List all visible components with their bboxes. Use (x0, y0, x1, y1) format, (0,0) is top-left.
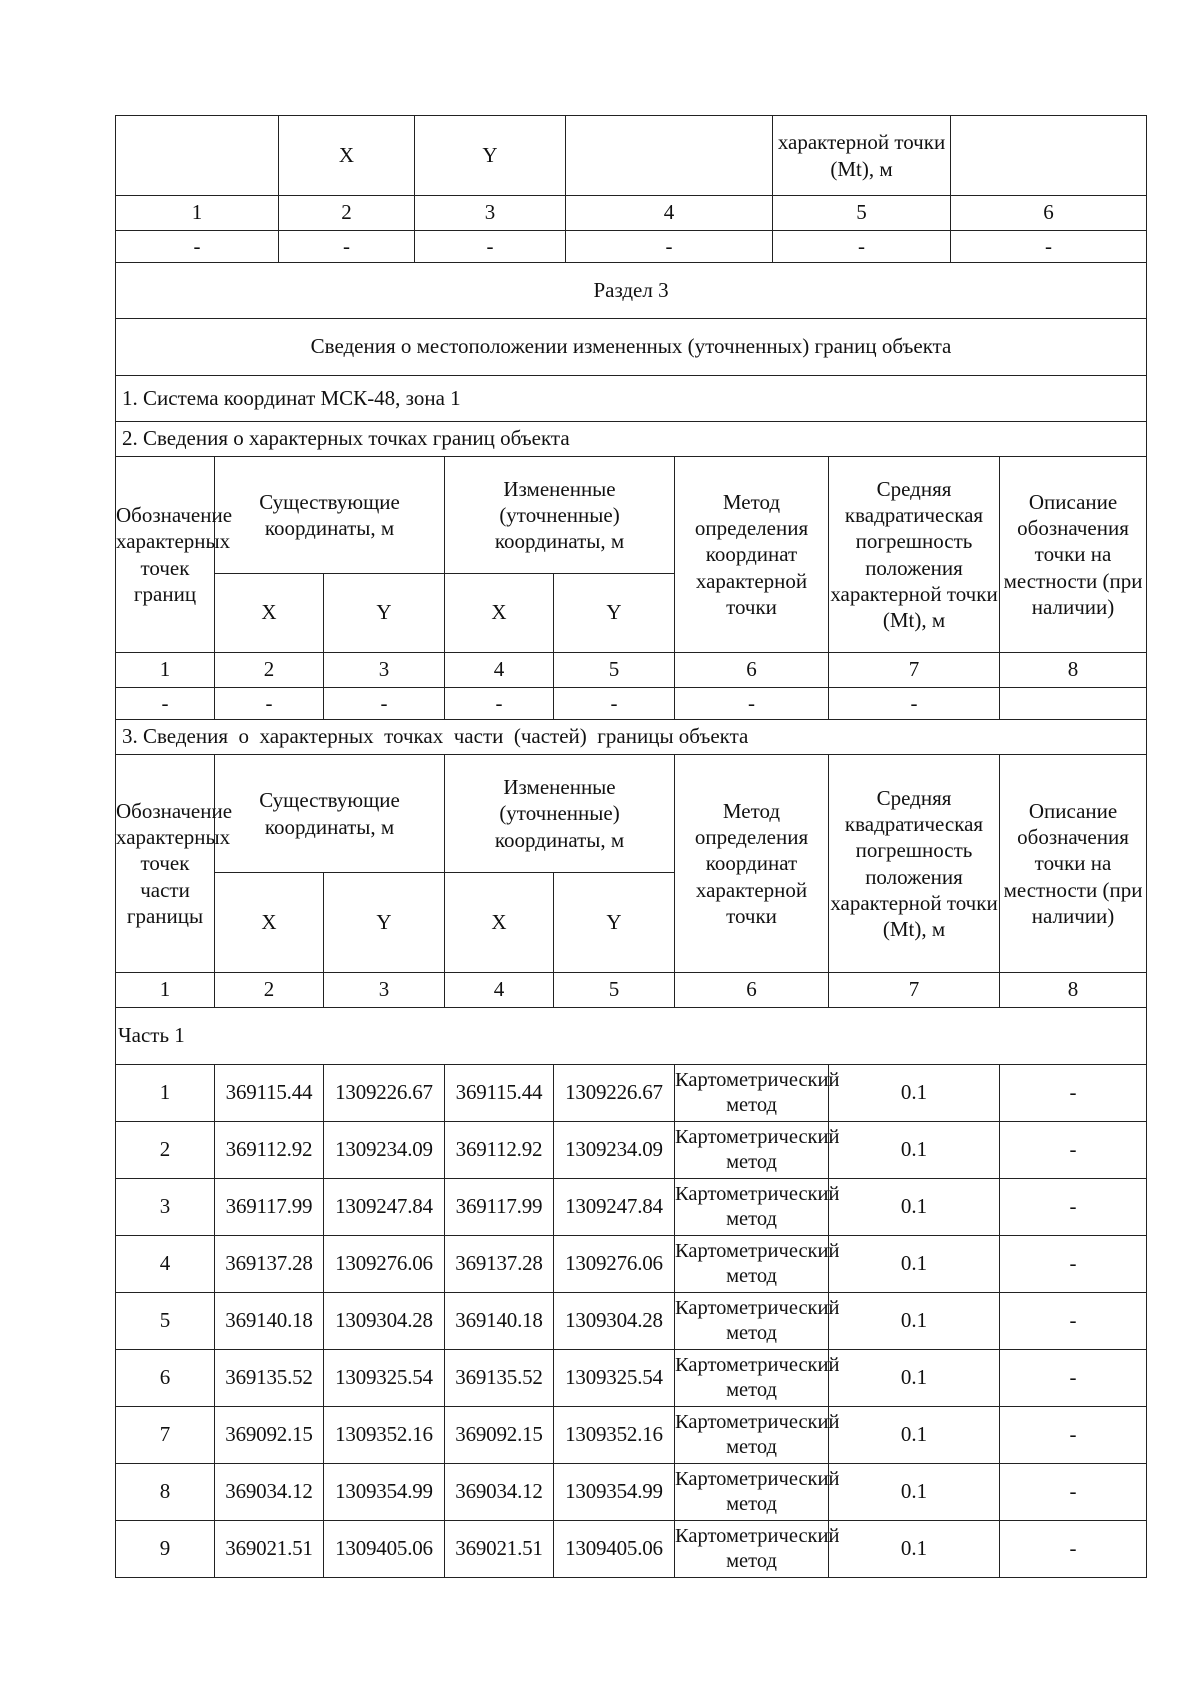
point-number: 7 (116, 1407, 215, 1464)
column-number: 3 (324, 973, 445, 1008)
column-number: 4 (445, 653, 554, 688)
changed-x: 369034.12 (445, 1464, 554, 1521)
x-header: X (445, 574, 554, 653)
existing-y: 1309304.28 (324, 1293, 445, 1350)
existing-x: 369034.12 (215, 1464, 324, 1521)
existing-x: 369112.92 (215, 1122, 324, 1179)
changed-x: 369117.99 (445, 1179, 554, 1236)
existing-y: 1309226.67 (324, 1065, 445, 1122)
changed-x: 369112.92 (445, 1122, 554, 1179)
method-header: Метод определения координат характерной точки (675, 457, 829, 653)
parts-number-row (116, 973, 1147, 1008)
point-number: 5 (116, 1293, 215, 1350)
column-number: 3 (324, 653, 445, 688)
description: - (1000, 1464, 1147, 1521)
x-header: X (215, 873, 324, 973)
column-number: 1 (116, 653, 215, 688)
point-number: 1 (116, 1065, 215, 1122)
column-number: 5 (554, 973, 675, 1008)
description: - (1000, 1407, 1147, 1464)
existing-x: 369135.52 (215, 1350, 324, 1407)
changed-coords-header: Измененные (уточненные) координаты, м (445, 755, 675, 873)
changed-y: 1309226.67 (554, 1065, 675, 1122)
description: - (1000, 1293, 1147, 1350)
top-number-cell: 6 (951, 196, 1147, 231)
top-dash-cell: - (566, 231, 773, 263)
existing-y: 1309276.06 (324, 1236, 445, 1293)
table-row (116, 1122, 1147, 1179)
column-number: 5 (554, 653, 675, 688)
description: - (1000, 1122, 1147, 1179)
points-number-row (116, 653, 1147, 688)
parts-title-row (116, 720, 1147, 755)
column-number: 2 (215, 973, 324, 1008)
error-value: 0.1 (829, 1122, 1000, 1179)
dash-cell: - (324, 688, 445, 720)
error-value: 0.1 (829, 1407, 1000, 1464)
top-header-row (116, 116, 1147, 196)
error-header: Средняя квадратическая погрешность положения характерной точки (Mt), м (829, 755, 1000, 973)
method: Картометрический метод (675, 1065, 829, 1122)
table-row (116, 1521, 1147, 1578)
coord-system-row (116, 376, 1147, 422)
dash-cell: - (445, 688, 554, 720)
table-row (116, 1350, 1147, 1407)
changed-x: 369115.44 (445, 1065, 554, 1122)
description: - (1000, 1350, 1147, 1407)
section-3-table (115, 262, 1147, 1578)
continuation-table (115, 115, 1147, 263)
changed-y: 1309304.28 (554, 1293, 675, 1350)
top-header-cell (951, 116, 1147, 196)
column-number: 8 (1000, 653, 1147, 688)
top-header-cell: Y (415, 116, 566, 196)
point-number: 4 (116, 1236, 215, 1293)
changed-y: 1309247.84 (554, 1179, 675, 1236)
column-number: 6 (675, 973, 829, 1008)
top-number-cell: 1 (116, 196, 279, 231)
dash-cell: - (554, 688, 675, 720)
existing-x: 369117.99 (215, 1179, 324, 1236)
method: Картометрический метод (675, 1407, 829, 1464)
point-number: 6 (116, 1350, 215, 1407)
table-row (116, 1065, 1147, 1122)
top-dash-cell: - (116, 231, 279, 263)
y-header: Y (554, 873, 675, 973)
existing-x: 369092.15 (215, 1407, 324, 1464)
point-number: 3 (116, 1179, 215, 1236)
column-number: 7 (829, 973, 1000, 1008)
top-header-cell: характерной точки (Mt), м (773, 116, 951, 196)
points-title: 2. Сведения о характерных точках границ объекта (116, 422, 1147, 457)
top-dash-cell: - (951, 231, 1147, 263)
existing-y: 1309247.84 (324, 1179, 445, 1236)
existing-x: 369021.51 (215, 1521, 324, 1578)
method-header: Метод определения координат характерной точки (675, 755, 829, 973)
changed-y: 1309234.09 (554, 1122, 675, 1179)
method: Картометрический метод (675, 1293, 829, 1350)
y-header: Y (324, 873, 445, 973)
error-value: 0.1 (829, 1464, 1000, 1521)
method: Картометрический метод (675, 1350, 829, 1407)
error-value: 0.1 (829, 1179, 1000, 1236)
point-number: 9 (116, 1521, 215, 1578)
description: - (1000, 1236, 1147, 1293)
existing-coords-header: Существующие координаты, м (215, 457, 445, 574)
dash-cell: - (829, 688, 1000, 720)
error-value: 0.1 (829, 1293, 1000, 1350)
designation-header: Обозначение характерных точек части границы (116, 755, 215, 973)
designation-header: Обозначение характерных точек границ (116, 457, 215, 653)
points-title-row (116, 422, 1147, 457)
description-header: Описание обозначения точки на местности (при наличии) (1000, 755, 1147, 973)
part-label-row (116, 1008, 1147, 1065)
changed-coords-header: Измененные (уточненные) координаты, м (445, 457, 675, 574)
existing-x: 369115.44 (215, 1065, 324, 1122)
x-header: X (215, 574, 324, 653)
changed-y: 1309405.06 (554, 1521, 675, 1578)
point-number: 2 (116, 1122, 215, 1179)
table-row (116, 1236, 1147, 1293)
top-number-cell: 2 (279, 196, 415, 231)
column-number: 4 (445, 973, 554, 1008)
description: - (1000, 1179, 1147, 1236)
column-number: 7 (829, 653, 1000, 688)
part-label: Часть 1 (116, 1008, 1147, 1065)
points-header-row (116, 457, 1147, 574)
existing-y: 1309405.06 (324, 1521, 445, 1578)
point-number: 8 (116, 1464, 215, 1521)
dash-cell: - (675, 688, 829, 720)
table-row (116, 1179, 1147, 1236)
existing-x: 369140.18 (215, 1293, 324, 1350)
column-number: 6 (675, 653, 829, 688)
section-subtitle: Сведения о местоположении измененных (уточненных) границ объекта (116, 319, 1147, 376)
table-row (116, 1464, 1147, 1521)
method: Картометрический метод (675, 1179, 829, 1236)
column-number: 1 (116, 973, 215, 1008)
top-number-row (116, 196, 1147, 231)
top-dash-cell: - (279, 231, 415, 263)
description: - (1000, 1065, 1147, 1122)
coordinate-rows (116, 1065, 1147, 1578)
column-number: 8 (1000, 973, 1147, 1008)
top-header-cell (566, 116, 773, 196)
top-dash-cell: - (773, 231, 951, 263)
error-value: 0.1 (829, 1236, 1000, 1293)
changed-x: 369140.18 (445, 1293, 554, 1350)
existing-y: 1309354.99 (324, 1464, 445, 1521)
section-title: Раздел 3 (116, 263, 1147, 319)
dash-cell: - (215, 688, 324, 720)
coord-system: 1. Система координат МСК-48, зона 1 (116, 376, 1147, 422)
existing-y: 1309352.16 (324, 1407, 445, 1464)
existing-y: 1309325.54 (324, 1350, 445, 1407)
table-row (116, 1293, 1147, 1350)
section-subtitle-row (116, 319, 1147, 376)
changed-x: 369137.28 (445, 1236, 554, 1293)
dash-cell: - (116, 688, 215, 720)
top-dash-cell: - (415, 231, 566, 263)
y-header: Y (324, 574, 445, 653)
column-number: 2 (215, 653, 324, 688)
method: Картометрический метод (675, 1236, 829, 1293)
existing-y: 1309234.09 (324, 1122, 445, 1179)
parts-header-row (116, 755, 1147, 873)
parts-title: 3. Сведения о характерных точках части (частей) границы объекта (116, 720, 1147, 755)
error-value: 0.1 (829, 1521, 1000, 1578)
error-value: 0.1 (829, 1350, 1000, 1407)
changed-y: 1309352.16 (554, 1407, 675, 1464)
changed-x: 369092.15 (445, 1407, 554, 1464)
top-number-cell: 3 (415, 196, 566, 231)
dash-cell (1000, 688, 1147, 720)
changed-y: 1309276.06 (554, 1236, 675, 1293)
x-header: X (445, 873, 554, 973)
method: Картометрический метод (675, 1521, 829, 1578)
changed-x: 369021.51 (445, 1521, 554, 1578)
table-row (116, 1407, 1147, 1464)
section-title-row (116, 263, 1147, 319)
error-value: 0.1 (829, 1065, 1000, 1122)
y-header: Y (554, 574, 675, 653)
description: - (1000, 1521, 1147, 1578)
changed-y: 1309325.54 (554, 1350, 675, 1407)
top-header-cell: X (279, 116, 415, 196)
top-header-cell (116, 116, 279, 196)
error-header: Средняя квадратическая погрешность положения характерной точки (Mt), м (829, 457, 1000, 653)
top-number-cell: 5 (773, 196, 951, 231)
points-dash-row (116, 688, 1147, 720)
top-dash-row (116, 231, 1147, 263)
method: Картометрический метод (675, 1464, 829, 1521)
existing-coords-header: Существующие координаты, м (215, 755, 445, 873)
top-number-cell: 4 (566, 196, 773, 231)
method: Картометрический метод (675, 1122, 829, 1179)
description-header: Описание обозначения точки на местности (при наличии) (1000, 457, 1147, 653)
changed-y: 1309354.99 (554, 1464, 675, 1521)
changed-x: 369135.52 (445, 1350, 554, 1407)
existing-x: 369137.28 (215, 1236, 324, 1293)
